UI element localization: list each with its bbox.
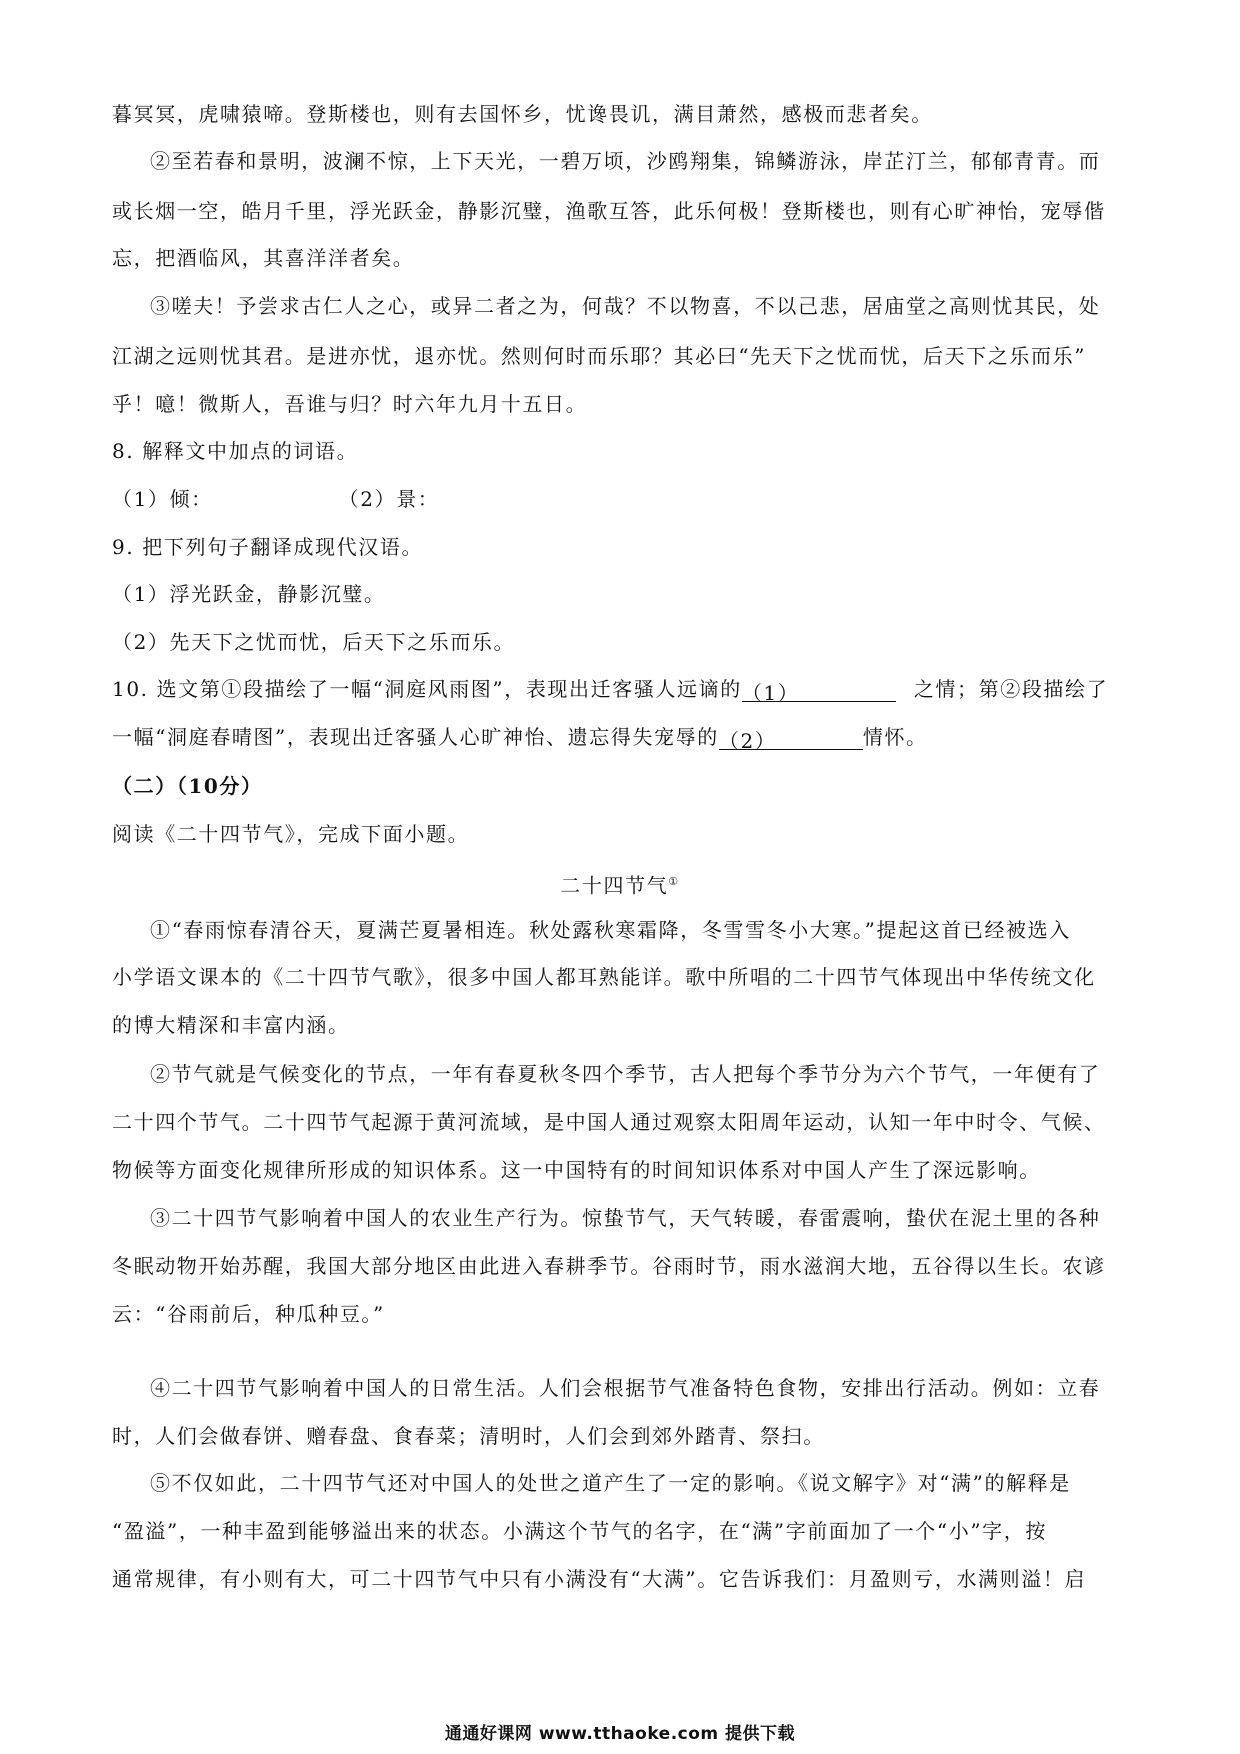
article-p2-line2: 二十四个节气。二十四节气起源于黄河流域，是中国人通过观察太阳周年运动，认知一年中时令、气候、 <box>112 1110 1106 1134</box>
question-10-line1 <box>112 675 1132 703</box>
passage1-paragraph3-line3: 乎！噫！微斯人，吾谁与归？时六年九月十五日。 <box>112 392 588 416</box>
question-8-items <box>112 485 1132 513</box>
passage1-paragraph2-line3: 忘，把酒临风，其喜洋洋者矣。 <box>112 246 415 270</box>
article-p2-line3: 物候等方面变化规律所形成的知识体系。这一中国特有的时间知识体系对中国人产生了深远影响。 <box>112 1158 1041 1182</box>
article-p5-line2: “盈溢”，一种丰盈到能够溢出来的状态。小满这个节气的名字，在“满”字前面加了一个“小”字，按 <box>112 1519 1047 1543</box>
article-p3-line1: ③二十四节气影响着中国人的农业生产行为。惊蛰节气，天气转暖，春雷震响，蛰伏在泥土里的各种 <box>150 1206 1101 1230</box>
passage1-paragraph3-line1: ③嗟夫！予尝求古仁人之心，或异二者之为，何哉？不以物喜，不以己悲，居庙堂之高则忧其民，处 <box>150 294 1101 318</box>
answer-blank-2-label: （2） <box>718 729 777 753</box>
passage1-paragraph2-line1: ②至若春和景明，波澜不惊，上下天光，一碧万顷，沙鸥翔集，锦鳞游泳，岸芷汀兰，郁郁青青。而 <box>150 149 1101 173</box>
passage1-paragraph2-line2: 或长烟一空，皓月千里，浮光跃金，静影沉璧，渔歌互答，此乐何极！登斯楼也，则有心旷神怡，宠辱偕 <box>112 199 1106 223</box>
answer-blank-1[interactable] <box>741 679 896 705</box>
article-p2-line1: ②节气就是气候变化的节点，一年有春夏秋冬四个季节，古人把每个季节分为六个节气，一年便有了 <box>150 1062 1101 1086</box>
article-p3-line2: 冬眠动物开始苏醒，我国大部分地区由此进入春耕季节。谷雨时节，雨水滋润大地，五谷得以生长。农谚 <box>112 1254 1106 1278</box>
question-10-text-c: 一幅“洞庭春晴图”，表现出迁客骚人心旷神怡、遗忘得失宠辱的 <box>112 725 719 749</box>
question-8-part2: （2）景： <box>338 487 440 511</box>
passage1-paragraph3-line2: 江湖之远则忧其君。是进亦忧，退亦忧。然则何时而乐耶？其必曰“先天下之忧而忧，后天下之乐而乐” <box>112 344 1087 368</box>
article-p3-line3: 云：“谷雨前后，种瓜种豆。” <box>112 1302 385 1326</box>
question-10-text-b: 之情；第②段描绘了 <box>913 677 1109 701</box>
question-8: 8. 解释文中加点的词语。 <box>112 439 359 463</box>
question-10-line2 <box>112 723 1132 751</box>
article-p1-line1: ①“春雨惊春清谷天，夏满芒夏暑相连。秋处露秋寒霜降，冬雪雪冬小大寒。”提起这首已经被选入 <box>150 918 1071 942</box>
question-9-part2: （2）先天下之忧而忧，后天下之乐而乐。 <box>112 630 516 654</box>
question-9: 9. 把下列句子翻译成现代汉语。 <box>112 535 424 559</box>
article-p4-line2: 时，人们会做春饼、赠春盘、食春菜；清明时，人们会到郊外踏青、祭扫。 <box>112 1424 825 1448</box>
section-2-instruction: 阅读《二十四节气》，完成下面小题。 <box>112 822 470 846</box>
answer-blank-2[interactable] <box>718 727 863 753</box>
passage1-paragraph1-tail: 暮冥冥，虎啸猿啼。登斯楼也，则有去国怀乡，忧谗畏讥，满目萧然，感极而悲者矣。 <box>112 102 933 126</box>
question-10-text-d: 情怀。 <box>862 725 928 749</box>
article-p5-line3: 通常规律，有小则有大，可二十四节气中只有小满没有“大满”。它告诉我们：月盈则亏，水满则溢！启 <box>112 1567 1087 1591</box>
article-p5-line1: ⑤不仅如此，二十四节气还对中国人的处世之道产生了一定的影响。《说文解字》对“满”的解释是 <box>150 1471 1071 1495</box>
section-2-heading: （二）（10分） <box>112 774 263 798</box>
article-p1-line2: 小学语文课本的《二十四节气歌》，很多中国人都耳熟能详。歌中所唱的二十四节气体现出中华传统文化 <box>112 965 1096 989</box>
page-footer: 通通好课网 www.tthaoke.com 提供下载 <box>444 1724 796 1744</box>
question-10-text-a: 10. 选文第①段描绘了一幅“洞庭风雨图”，表现出迁客骚人远谪的 <box>112 677 742 701</box>
answer-blank-1-label: （1） <box>741 681 800 705</box>
article-title-text: 二十四节气 <box>560 873 669 898</box>
question-9-part1: （1）浮光跃金，静影沉璧。 <box>112 582 386 606</box>
article-title-footnote-mark: ① <box>668 875 680 888</box>
question-8-part1: （1）倾： <box>112 487 213 511</box>
article-p1-line3: 的博大精深和丰富内涵。 <box>112 1013 350 1037</box>
article-title <box>0 868 1240 900</box>
article-p4-line1: ④二十四节气影响着中国人的日常生活。人们会根据节气准备特色食物，安排出行活动。例如：立春 <box>150 1376 1101 1400</box>
